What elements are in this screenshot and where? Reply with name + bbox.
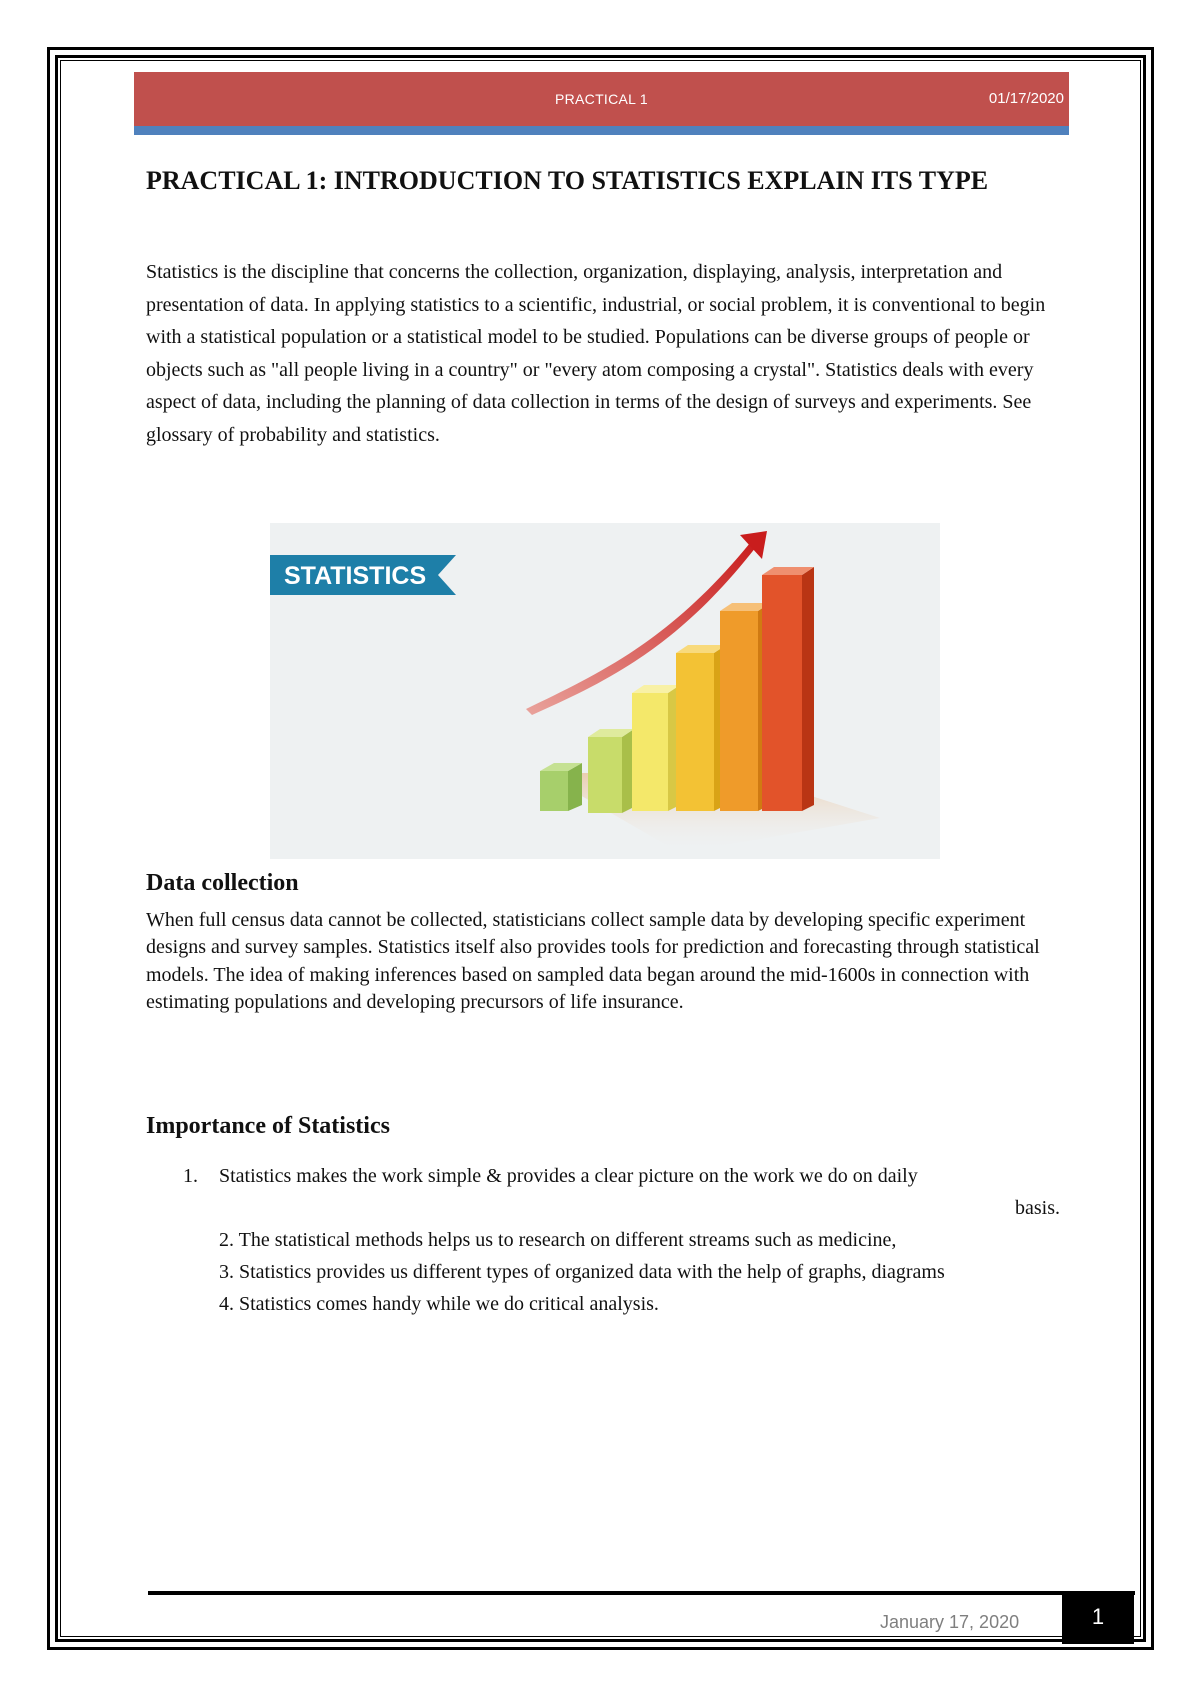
data-collection-heading: Data collection: [146, 870, 299, 896]
intro-block: [146, 256, 1046, 452]
data-collection-paragraph: When full census data cannot be collected, statisticians collect sample data by developing specific experiment designs and survey samples. Statistics itself also provides tools for prediction and forecasting through statistical models. The idea of making inferences based on sampled data began around the mid-1600s in connection with estimating populations and developing precursors of life insurance.: [146, 909, 1040, 1013]
header-title: PRACTICAL 1: [554, 91, 649, 107]
bar-3: [632, 685, 680, 811]
importance-section: [146, 1113, 1060, 1140]
intro-paragraph: Statistics is the discipline that concerns the collection, organization, displaying, analysis, interpretation and presentation of data. In applying statistics to a scientific, industrial, or social problem, it is conventional to begin with a statistical population or a statistical model to be studied. Populations can be diverse groups of people or objects such as "all people living in a country" or "every atom composing a crystal". Statistics deals with every aspect of data, including the planning of data collection in terms of the design of surveys and experiments. See glossary of probability and statistics.: [146, 261, 1046, 446]
banner-text: STATISTICS: [284, 562, 427, 590]
statistics-bar-graphic: [270, 523, 940, 859]
data-collection-section: [146, 870, 1060, 1016]
bar-1: [540, 763, 582, 811]
list-item: 3. Statistics provides us different types of organized data with the help of graphs, diagrams: [219, 1261, 945, 1283]
list-item-text: [219, 1160, 1060, 1224]
list-item: [183, 1160, 1060, 1224]
footer-rule: [148, 1591, 1135, 1595]
page-number: 1: [1062, 1595, 1134, 1644]
list-item-line: basis.: [1015, 1197, 1060, 1219]
statistics-illustration: [270, 523, 940, 859]
page-title: PRACTICAL 1: INTRODUCTION TO STATISTICS EXPLAIN ITS TYPE: [146, 166, 989, 195]
bar-6: [762, 567, 814, 811]
title-block: [146, 162, 1060, 200]
importance-list: [183, 1160, 1060, 1320]
list-item-number: 1.: [183, 1165, 198, 1187]
bar-4: [676, 645, 726, 811]
importance-heading: Importance of Statistics: [146, 1113, 390, 1139]
list-item: 2. The statistical methods helps us to research on different streams such as medicine,: [219, 1229, 897, 1251]
bar-2: [588, 729, 634, 813]
header-date: 01/17/2020: [988, 90, 1064, 107]
header-strip: [134, 126, 1069, 135]
footer-date: January 17, 2020: [880, 1612, 1020, 1632]
list-item-line: Statistics makes the work simple & provides a clear picture on the work we do on daily: [219, 1165, 918, 1187]
list-item: 4. Statistics comes handy while we do critical analysis.: [219, 1293, 659, 1315]
